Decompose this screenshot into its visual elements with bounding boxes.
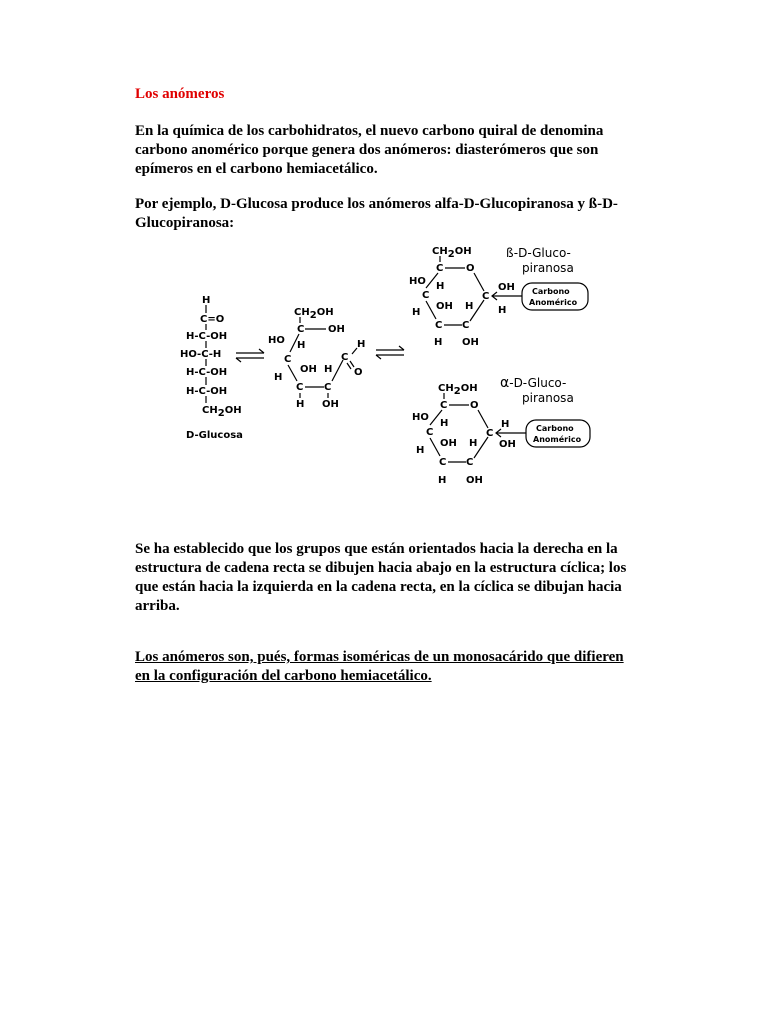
svg-text:H: H: [498, 305, 507, 316]
int-ch2oh: CH2OH: [294, 307, 334, 321]
svg-text:Carbono: Carbono: [532, 287, 570, 296]
svg-text:O: O: [354, 367, 363, 378]
svg-text:H: H: [296, 399, 305, 410]
svg-text:H: H: [465, 301, 474, 312]
paragraph-example: Por ejemplo, D-Glucosa produce los anómeros alfa-D-Glucopiranosa y ß-D-Glucopiranosa:: [135, 196, 618, 231]
open-chain-name: D-Glucosa: [186, 430, 243, 441]
glucose-cyclization-scheme: [160, 235, 610, 495]
open-chain-c5: H-C-OH: [186, 386, 228, 397]
svg-text:OH: OH: [466, 475, 483, 486]
svg-text:H: H: [297, 340, 306, 351]
svg-text:C: C: [341, 352, 349, 363]
svg-text:H: H: [436, 281, 445, 292]
svg-text:C: C: [440, 400, 448, 411]
svg-text:O: O: [466, 263, 475, 274]
svg-text:H: H: [469, 438, 478, 449]
svg-text:C: C: [482, 291, 490, 302]
svg-text:C: C: [436, 263, 444, 274]
alpha-label-2: piranosa: [522, 391, 574, 405]
open-chain-ch2oh: CH2OH: [202, 405, 242, 419]
svg-text:C: C: [422, 290, 430, 301]
svg-text:OH: OH: [300, 364, 317, 375]
open-chain-c3: HO-C-H: [180, 349, 222, 360]
svg-text:H: H: [416, 445, 425, 456]
svg-text:H: H: [434, 337, 443, 348]
beta-ch2oh: CH2OH: [432, 246, 472, 260]
intermediate-structure: [268, 307, 365, 410]
open-chain-h: H: [202, 295, 211, 306]
open-chain-c4: H-C-OH: [186, 367, 228, 378]
svg-text:Anomérico: Anomérico: [533, 435, 582, 444]
svg-text:OH: OH: [462, 337, 479, 348]
svg-text:C: C: [466, 457, 474, 468]
page-title: Los anómeros: [135, 86, 225, 102]
svg-text:H: H: [357, 339, 366, 350]
paragraph-conclusion: Los anómeros son, pués, formas isoméricas de un monosacárido que difieren en la configuración del carbono hemiacetálico.: [135, 649, 624, 684]
svg-text:HO: HO: [409, 276, 426, 287]
svg-text:Carbono: Carbono: [536, 424, 574, 433]
svg-text:H: H: [501, 419, 510, 430]
open-chain-c1: C=O: [200, 314, 225, 325]
svg-text:C: C: [296, 382, 304, 393]
svg-text:OH: OH: [498, 282, 515, 293]
svg-text:H: H: [412, 307, 421, 318]
paragraph-anomeric-carbon: En la química de los carbohidratos, el nuevo carbono quiral de denomina carbono anomérico porque genera dos anómeros: diasterómeros que son epímeros en el carbono hemiacetálico.: [135, 123, 604, 177]
svg-text:Anomérico: Anomérico: [529, 298, 578, 307]
alpha-ch2oh: CH2OH: [438, 383, 478, 397]
svg-text:OH: OH: [328, 324, 345, 335]
paragraph-orientation-rule: Se ha establecido que los grupos que están orientados hacia la derecha en la estructura de cadena recta se dibujen hacia abajo en la estructura cíclica; los que están hacia la izquierda en la cadena recta, en la cíclica se dibujan hacia arriba.: [135, 541, 627, 614]
svg-text:H: H: [324, 364, 333, 375]
svg-text:OH: OH: [499, 439, 516, 450]
equilibrium-arrows-1: [236, 349, 264, 362]
svg-text:C: C: [284, 354, 292, 365]
beta-label: ß-D-Gluco-: [506, 246, 571, 260]
svg-text:HO: HO: [268, 335, 285, 346]
svg-text:C: C: [435, 320, 443, 331]
alpha-label: α-D-Gluco-: [500, 375, 567, 391]
beta-glucopyranose: [409, 246, 588, 348]
svg-text:HO: HO: [412, 412, 429, 423]
open-chain-c2: H-C-OH: [186, 331, 228, 342]
svg-text:OH: OH: [436, 301, 453, 312]
svg-text:C: C: [439, 457, 447, 468]
svg-text:O: O: [470, 400, 479, 411]
svg-text:C: C: [426, 427, 434, 438]
svg-text:OH: OH: [440, 438, 457, 449]
equilibrium-arrows-2: [376, 346, 404, 359]
svg-text:H: H: [274, 372, 283, 383]
svg-text:H: H: [440, 418, 449, 429]
svg-text:H: H: [438, 475, 447, 486]
beta-label-2: piranosa: [522, 261, 574, 275]
alpha-glucopyranose: [412, 375, 590, 486]
svg-text:C: C: [462, 320, 470, 331]
svg-text:C: C: [297, 324, 305, 335]
svg-text:C: C: [486, 428, 494, 439]
svg-text:OH: OH: [322, 399, 339, 410]
open-chain-glucose: [180, 295, 243, 441]
svg-text:C: C: [324, 382, 332, 393]
